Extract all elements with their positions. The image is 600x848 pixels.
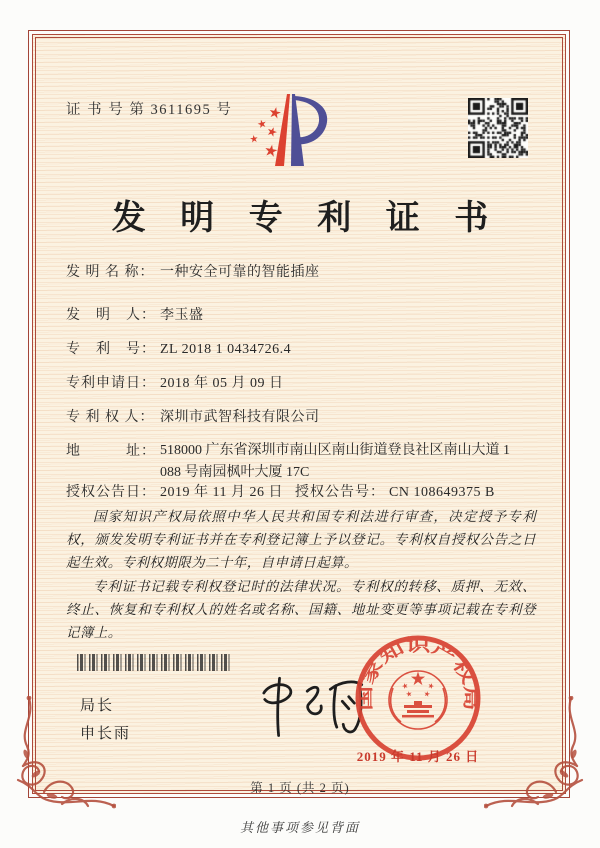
legal-text [66, 505, 536, 644]
field-label: 授权公告号： [295, 485, 385, 500]
field-value: 2019 年 11 月 26 日 [160, 485, 283, 500]
body-paragraph-2: 专利证书记载专利权登记时的法律状况。专利权的转移、质押、无效、终止、恢复和专利权人的姓名或名称、国籍、地址变更等事项记载在专利登记簿上。 [66, 578, 536, 641]
field-value: ZL 2018 1 0434726.4 [160, 342, 292, 357]
field-label: 授权公告日： [66, 485, 156, 500]
field-label: 专 利 号： [66, 342, 156, 357]
field-patentee [66, 406, 320, 426]
body-paragraph-1: 国家知识产权局依照中华人民共和国专利法进行审查，决定授予专利权，颁发发明专利证书并在专利登记簿上予以登记。专利权自授权公告之日起生效。专利权期限为二十年，自申请日起算。 [66, 509, 536, 571]
field-value: 李玉盛 [160, 308, 204, 323]
field-invention-name [66, 261, 320, 281]
field-address [66, 440, 510, 483]
field-filing-date [66, 372, 284, 392]
address-line-1: 518000 广东省深圳市南山区南山街道登良社区南山大道 1 [160, 443, 510, 458]
field-value: 深圳市武智科技有限公司 [160, 410, 320, 425]
address-line-2: 088 号南园枫叶大厦 17C [160, 464, 310, 480]
field-label: 专 利 权 人： [66, 410, 155, 425]
field-label: 专利申请日： [66, 376, 156, 391]
commissioner-title: 局长 [80, 697, 115, 714]
field-inventor [66, 304, 204, 324]
field-label: 地 址： [66, 444, 156, 459]
seal-date: 2019 年 11 月 26 日 [356, 749, 480, 764]
field-patent-number [66, 338, 291, 358]
field-label: 发 明 人： [66, 308, 156, 323]
commissioner-name: 申长雨 [80, 725, 132, 742]
field-value: 一种安全可靠的智能插座 [160, 265, 320, 280]
field-grant-number [295, 481, 495, 501]
certificate-number: 证 书 号 第 3611695 号 [66, 102, 233, 118]
corner-flourish-right-icon [484, 696, 588, 814]
field-value: 2018 年 05 月 09 日 [160, 376, 284, 391]
cnipa-logo-icon [246, 84, 346, 178]
back-side-note: 其他事项参见背面 [239, 820, 360, 835]
seal-national-emblem-icon [401, 672, 434, 718]
certificate-title: 发 明 专 利 证 书 [111, 200, 502, 237]
seal-ring-text: 国家知识产权局 [355, 636, 481, 711]
barcode [77, 654, 230, 671]
qr-code [468, 98, 528, 158]
field-value: CN 108649375 B [389, 485, 495, 500]
field-grant-row [66, 481, 495, 501]
page-indicator: 第 1 页 (共 2 页) [250, 781, 350, 795]
field-label: 发 明 名 称： [66, 265, 155, 280]
